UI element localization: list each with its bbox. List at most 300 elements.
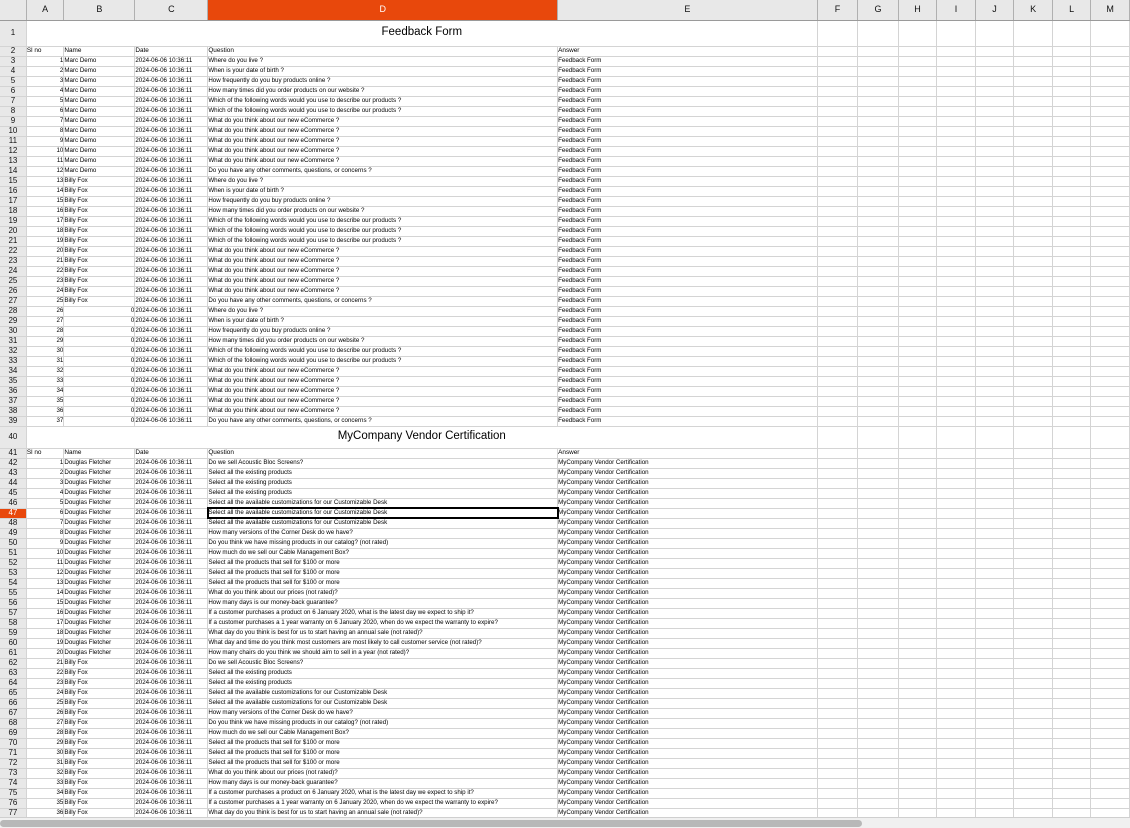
cell-empty[interactable]: [1052, 628, 1091, 638]
cell-date[interactable]: 2024-06-06 10:36:11: [135, 346, 208, 356]
cell-empty[interactable]: [858, 296, 899, 306]
cell-question[interactable]: Select all the products that sell for $100 or more: [208, 748, 558, 758]
cell-empty[interactable]: [975, 578, 1014, 588]
cell-date[interactable]: 2024-06-06 10:36:11: [135, 386, 208, 396]
cell-sl-no[interactable]: 4: [26, 86, 64, 96]
cell-date[interactable]: 2024-06-06 10:36:11: [135, 658, 208, 668]
cell-empty[interactable]: [817, 126, 858, 136]
cell-question[interactable]: How many versions of the Corner Desk do we have?: [208, 528, 558, 538]
row-header-63[interactable]: 63: [0, 668, 26, 678]
cell-empty[interactable]: [1052, 146, 1091, 156]
cell-empty[interactable]: [975, 326, 1014, 336]
cell-date[interactable]: 2024-06-06 10:36:11: [135, 136, 208, 146]
cell-empty[interactable]: [898, 798, 937, 808]
cell-question[interactable]: Where do you live ?: [208, 176, 558, 186]
cell-date[interactable]: 2024-06-06 10:36:11: [135, 778, 208, 788]
cell-question[interactable]: How many times did you order products on our website ?: [208, 336, 558, 346]
cell-date[interactable]: 2024-06-06 10:36:11: [135, 498, 208, 508]
cell-empty[interactable]: [1052, 386, 1091, 396]
cell-empty[interactable]: [937, 246, 976, 256]
cell-empty[interactable]: [1052, 568, 1091, 578]
cell-empty[interactable]: [817, 156, 858, 166]
row-header-57[interactable]: 57: [0, 608, 26, 618]
cell-answer[interactable]: MyCompany Vendor Certification: [558, 538, 818, 548]
cell-name[interactable]: Billy Fox: [64, 236, 135, 246]
cell-name[interactable]: Marc Demo: [64, 96, 135, 106]
cell-empty[interactable]: [1091, 788, 1130, 798]
cell-answer[interactable]: Feedback Form: [558, 386, 818, 396]
cell-answer[interactable]: Feedback Form: [558, 396, 818, 406]
cell-answer[interactable]: Feedback Form: [558, 316, 818, 326]
cell-name[interactable]: 0: [64, 336, 135, 346]
cell-empty[interactable]: [1014, 778, 1053, 788]
cell-empty[interactable]: [817, 86, 858, 96]
cell-name[interactable]: Billy Fox: [64, 176, 135, 186]
cell-empty[interactable]: [898, 156, 937, 166]
cell-sl-no[interactable]: 28: [26, 326, 64, 336]
cell-empty[interactable]: [898, 528, 937, 538]
cell-empty[interactable]: [1091, 638, 1130, 648]
cell-answer[interactable]: MyCompany Vendor Certification: [558, 588, 818, 598]
cell-empty[interactable]: [898, 688, 937, 698]
cell-empty[interactable]: [1091, 196, 1130, 206]
cell-empty[interactable]: [1052, 748, 1091, 758]
cell-empty[interactable]: [1014, 126, 1053, 136]
cell-empty[interactable]: [858, 518, 899, 528]
cell-sl-no[interactable]: 25: [26, 296, 64, 306]
cell-empty[interactable]: [975, 658, 1014, 668]
cell-sl-no[interactable]: 12: [26, 166, 64, 176]
cell-name[interactable]: Douglas Fletcher: [64, 498, 135, 508]
cell-empty[interactable]: [1052, 226, 1091, 236]
cell-empty[interactable]: [858, 638, 899, 648]
cell-empty[interactable]: [898, 126, 937, 136]
cell-empty[interactable]: [937, 508, 976, 518]
cell-empty[interactable]: [1014, 166, 1053, 176]
cell-empty[interactable]: [937, 708, 976, 718]
cell-empty[interactable]: [858, 20, 899, 46]
cell-empty[interactable]: [858, 578, 899, 588]
cell-name[interactable]: 0: [64, 366, 135, 376]
cell-empty[interactable]: [1014, 708, 1053, 718]
row-header-39[interactable]: 39: [0, 416, 26, 426]
cell-empty[interactable]: [975, 778, 1014, 788]
cell-empty[interactable]: [817, 426, 858, 448]
cell-date[interactable]: 2024-06-06 10:36:11: [135, 266, 208, 276]
cell-answer[interactable]: MyCompany Vendor Certification: [558, 748, 818, 758]
cell-empty[interactable]: [1052, 758, 1091, 768]
cell-empty[interactable]: [1052, 798, 1091, 808]
cell-empty[interactable]: [817, 306, 858, 316]
cell-empty[interactable]: [1014, 628, 1053, 638]
cell-empty[interactable]: [1091, 236, 1130, 246]
cell-sl-no[interactable]: 9: [26, 136, 64, 146]
cell-empty[interactable]: [975, 316, 1014, 326]
cell-question[interactable]: How many days is our money-back guarantee?: [208, 598, 558, 608]
cell-empty[interactable]: [937, 326, 976, 336]
cell-empty[interactable]: [975, 246, 1014, 256]
row-header-26[interactable]: 26: [0, 286, 26, 296]
cell-empty[interactable]: [975, 448, 1014, 458]
cell-name[interactable]: Billy Fox: [64, 246, 135, 256]
cell-question[interactable]: How many times did you order products on our website ?: [208, 86, 558, 96]
cell-answer[interactable]: Feedback Form: [558, 346, 818, 356]
cell-answer[interactable]: MyCompany Vendor Certification: [558, 568, 818, 578]
cell-name[interactable]: Douglas Fletcher: [64, 598, 135, 608]
cell-answer[interactable]: Feedback Form: [558, 56, 818, 66]
cell-empty[interactable]: [1052, 728, 1091, 738]
cell-empty[interactable]: [937, 366, 976, 376]
cell-empty[interactable]: [858, 778, 899, 788]
cell-question[interactable]: Select all the products that sell for $100 or more: [208, 558, 558, 568]
cell-empty[interactable]: [975, 718, 1014, 728]
cell-empty[interactable]: [937, 76, 976, 86]
cell-empty[interactable]: [975, 788, 1014, 798]
cell-empty[interactable]: [898, 256, 937, 266]
row-header-59[interactable]: 59: [0, 628, 26, 638]
cell-empty[interactable]: [898, 176, 937, 186]
cell-date[interactable]: 2024-06-06 10:36:11: [135, 738, 208, 748]
cell-name[interactable]: Marc Demo: [64, 76, 135, 86]
cell-empty[interactable]: [817, 588, 858, 598]
cell-name[interactable]: Douglas Fletcher: [64, 588, 135, 598]
cell-answer[interactable]: Feedback Form: [558, 176, 818, 186]
cell-empty[interactable]: [817, 116, 858, 126]
row-header-4[interactable]: 4: [0, 66, 26, 76]
cell-empty[interactable]: [898, 668, 937, 678]
cell-date[interactable]: 2024-06-06 10:36:11: [135, 176, 208, 186]
column-header-l[interactable]: L: [1052, 0, 1091, 20]
cell-empty[interactable]: [1014, 518, 1053, 528]
cell-empty[interactable]: [937, 458, 976, 468]
cell-empty[interactable]: [1052, 206, 1091, 216]
cell-empty[interactable]: [1014, 748, 1053, 758]
cell-empty[interactable]: [975, 748, 1014, 758]
cell-question[interactable]: If a customer purchases a 1 year warranty on 6 January 2020, when do we expect the warranty to expire?: [208, 618, 558, 628]
cell-empty[interactable]: [817, 256, 858, 266]
cell-name[interactable]: Billy Fox: [64, 296, 135, 306]
cell-question[interactable]: What do you think about our new eCommerce ?: [208, 376, 558, 386]
cell-empty[interactable]: [1014, 236, 1053, 246]
cell-empty[interactable]: [817, 698, 858, 708]
cell-empty[interactable]: [858, 206, 899, 216]
column-header-b[interactable]: B: [64, 0, 135, 20]
cell-date[interactable]: 2024-06-06 10:36:11: [135, 306, 208, 316]
cell-empty[interactable]: [858, 146, 899, 156]
cell-empty[interactable]: [975, 216, 1014, 226]
cell-name[interactable]: Douglas Fletcher: [64, 558, 135, 568]
cell-answer[interactable]: Feedback Form: [558, 136, 818, 146]
cell-empty[interactable]: [937, 206, 976, 216]
cell-empty[interactable]: [858, 366, 899, 376]
cell-empty[interactable]: [937, 548, 976, 558]
cell-question[interactable]: How frequently do you buy products online ?: [208, 76, 558, 86]
cell-empty[interactable]: [898, 548, 937, 558]
cell-date[interactable]: 2024-06-06 10:36:11: [135, 588, 208, 598]
cell-empty[interactable]: [1052, 336, 1091, 346]
cell-empty[interactable]: [937, 196, 976, 206]
cell-empty[interactable]: [817, 316, 858, 326]
cell-answer[interactable]: MyCompany Vendor Certification: [558, 558, 818, 568]
cell-question[interactable]: Select all the available customizations for our Customizable Desk: [208, 698, 558, 708]
cell-sl-no[interactable]: 11: [26, 558, 64, 568]
cell-empty[interactable]: [898, 66, 937, 76]
cell-empty[interactable]: [817, 538, 858, 548]
cell-empty[interactable]: [1014, 66, 1053, 76]
cell-sl-no[interactable]: 36: [26, 808, 64, 818]
column-header-h[interactable]: H: [898, 0, 937, 20]
cell-empty[interactable]: [1014, 728, 1053, 738]
cell-empty[interactable]: [1052, 20, 1091, 46]
cell-empty[interactable]: [1091, 216, 1130, 226]
cell-empty[interactable]: [858, 688, 899, 698]
cell-question[interactable]: How many chairs do you think we should aim to sell in a year (not rated)?: [208, 648, 558, 658]
cell-name[interactable]: 0: [64, 316, 135, 326]
cell-empty[interactable]: [1091, 548, 1130, 558]
cell-empty[interactable]: [858, 266, 899, 276]
cell-empty[interactable]: [858, 678, 899, 688]
row-header-17[interactable]: 17: [0, 196, 26, 206]
cell-empty[interactable]: [975, 146, 1014, 156]
cell-empty[interactable]: [858, 598, 899, 608]
cell-empty[interactable]: [937, 406, 976, 416]
cell-empty[interactable]: [817, 528, 858, 538]
cell-empty[interactable]: [1091, 46, 1130, 56]
cell-empty[interactable]: [1091, 296, 1130, 306]
cell-empty[interactable]: [937, 778, 976, 788]
row-header-43[interactable]: 43: [0, 468, 26, 478]
cell-question[interactable]: Select all the products that sell for $100 or more: [208, 578, 558, 588]
row-header-33[interactable]: 33: [0, 356, 26, 366]
cell-empty[interactable]: [817, 738, 858, 748]
cell-date[interactable]: 2024-06-06 10:36:11: [135, 638, 208, 648]
cell-empty[interactable]: [817, 196, 858, 206]
cell-answer[interactable]: Feedback Form: [558, 126, 818, 136]
cell-empty[interactable]: [898, 488, 937, 498]
cell-empty[interactable]: [1052, 488, 1091, 498]
cell-question[interactable]: Select all the existing products: [208, 488, 558, 498]
cell-empty[interactable]: [858, 216, 899, 226]
cell-empty[interactable]: [1091, 558, 1130, 568]
cell-empty[interactable]: [975, 588, 1014, 598]
cell-empty[interactable]: [1091, 106, 1130, 116]
row-header-72[interactable]: 72: [0, 758, 26, 768]
column-header-j[interactable]: J: [975, 0, 1014, 20]
cell-empty[interactable]: [1091, 768, 1130, 778]
cell-sl-no[interactable]: 8: [26, 528, 64, 538]
cell-empty[interactable]: [1052, 508, 1091, 518]
cell-name[interactable]: Marc Demo: [64, 156, 135, 166]
cell-empty[interactable]: [1052, 276, 1091, 286]
cell-empty[interactable]: [937, 658, 976, 668]
cell-empty[interactable]: [898, 406, 937, 416]
cell-empty[interactable]: [858, 668, 899, 678]
cell-empty[interactable]: [1014, 548, 1053, 558]
cell-empty[interactable]: [1014, 226, 1053, 236]
cell-empty[interactable]: [898, 396, 937, 406]
cell-empty[interactable]: [817, 628, 858, 638]
cell-empty[interactable]: [1014, 448, 1053, 458]
cell-date[interactable]: 2024-06-06 10:36:11: [135, 468, 208, 478]
cell-empty[interactable]: [817, 558, 858, 568]
cell-empty[interactable]: [937, 648, 976, 658]
cell-empty[interactable]: [1091, 176, 1130, 186]
cell-date[interactable]: 2024-06-06 10:36:11: [135, 216, 208, 226]
row-header-22[interactable]: 22: [0, 246, 26, 256]
cell-empty[interactable]: [898, 196, 937, 206]
cell-empty[interactable]: [817, 76, 858, 86]
cell-empty[interactable]: [858, 276, 899, 286]
row-header-20[interactable]: 20: [0, 226, 26, 236]
cell-empty[interactable]: [858, 488, 899, 498]
cell-empty[interactable]: [1091, 416, 1130, 426]
cell-answer[interactable]: MyCompany Vendor Certification: [558, 548, 818, 558]
cell-question[interactable]: Do you think we have missing products in our catalog? (not rated): [208, 538, 558, 548]
cell-empty[interactable]: [1052, 448, 1091, 458]
cell-empty[interactable]: [1052, 306, 1091, 316]
cell-empty[interactable]: [975, 708, 1014, 718]
row-header-13[interactable]: 13: [0, 156, 26, 166]
cell-empty[interactable]: [817, 216, 858, 226]
cell-empty[interactable]: [1091, 498, 1130, 508]
cell-sl-no[interactable]: 17: [26, 216, 64, 226]
cell-empty[interactable]: [898, 578, 937, 588]
cell-empty[interactable]: [1014, 598, 1053, 608]
cell-question[interactable]: Which of the following words would you use to describe our products ?: [208, 216, 558, 226]
cell-empty[interactable]: [937, 598, 976, 608]
cell-empty[interactable]: [937, 718, 976, 728]
cell-empty[interactable]: [858, 628, 899, 638]
cell-empty[interactable]: [975, 488, 1014, 498]
cell-answer[interactable]: MyCompany Vendor Certification: [558, 658, 818, 668]
cell-question[interactable]: What do you think about our new eCommerce ?: [208, 266, 558, 276]
cell-empty[interactable]: [898, 116, 937, 126]
cell-empty[interactable]: [1091, 386, 1130, 396]
cell-empty[interactable]: [975, 236, 1014, 246]
cell-empty[interactable]: [1014, 416, 1053, 426]
cell-empty[interactable]: [1091, 116, 1130, 126]
cell-date[interactable]: 2024-06-06 10:36:11: [135, 366, 208, 376]
cell-sl-no[interactable]: 5: [26, 498, 64, 508]
row-header-37[interactable]: 37: [0, 396, 26, 406]
cell-sl-no[interactable]: 15: [26, 598, 64, 608]
cell-date[interactable]: 2024-06-06 10:36:11: [135, 548, 208, 558]
cell-empty[interactable]: [1014, 668, 1053, 678]
row-header-52[interactable]: 52: [0, 558, 26, 568]
cell-name[interactable]: Douglas Fletcher: [64, 488, 135, 498]
cell-empty[interactable]: [1052, 116, 1091, 126]
cell-empty[interactable]: [1014, 276, 1053, 286]
cell-empty[interactable]: [1091, 286, 1130, 296]
cell-answer[interactable]: MyCompany Vendor Certification: [558, 638, 818, 648]
row-header-67[interactable]: 67: [0, 708, 26, 718]
cell-empty[interactable]: [898, 366, 937, 376]
cell-name[interactable]: 0: [64, 396, 135, 406]
cell-empty[interactable]: [975, 618, 1014, 628]
cell-empty[interactable]: [975, 608, 1014, 618]
cell-empty[interactable]: [937, 668, 976, 678]
cell-sl-no[interactable]: 28: [26, 728, 64, 738]
cell-empty[interactable]: [1014, 498, 1053, 508]
cell-empty[interactable]: [817, 468, 858, 478]
cell-empty[interactable]: [817, 136, 858, 146]
cell-empty[interactable]: [1091, 206, 1130, 216]
cell-empty[interactable]: [937, 578, 976, 588]
row-header-76[interactable]: 76: [0, 798, 26, 808]
cell-name[interactable]: Billy Fox: [64, 266, 135, 276]
cell-empty[interactable]: [1014, 46, 1053, 56]
cell-empty[interactable]: [898, 376, 937, 386]
cell-answer[interactable]: MyCompany Vendor Certification: [558, 788, 818, 798]
cell-empty[interactable]: [858, 498, 899, 508]
cell-empty[interactable]: [937, 386, 976, 396]
cell-empty[interactable]: [817, 798, 858, 808]
cell-sl-no[interactable]: 31: [26, 758, 64, 768]
row-header-47[interactable]: 47: [0, 508, 26, 518]
cell-empty[interactable]: [1052, 186, 1091, 196]
cell-sl-no[interactable]: 20: [26, 648, 64, 658]
cell-name[interactable]: Billy Fox: [64, 286, 135, 296]
cell-sl-no[interactable]: 17: [26, 618, 64, 628]
cell-empty[interactable]: [858, 386, 899, 396]
cell-empty[interactable]: [1091, 326, 1130, 336]
cell-empty[interactable]: [1091, 376, 1130, 386]
cell-empty[interactable]: [858, 608, 899, 618]
cell-empty[interactable]: [937, 608, 976, 618]
cell-empty[interactable]: [1052, 738, 1091, 748]
cell-empty[interactable]: [1091, 186, 1130, 196]
cell-empty[interactable]: [817, 788, 858, 798]
cell-answer[interactable]: MyCompany Vendor Certification: [558, 478, 818, 488]
cell-empty[interactable]: [817, 236, 858, 246]
cell-name[interactable]: Billy Fox: [64, 256, 135, 266]
cell-empty[interactable]: [975, 426, 1014, 448]
cell-empty[interactable]: [817, 518, 858, 528]
cell-empty[interactable]: [937, 336, 976, 346]
cell-sl-no[interactable]: 33: [26, 778, 64, 788]
cell-answer[interactable]: MyCompany Vendor Certification: [558, 628, 818, 638]
cell-empty[interactable]: [1014, 508, 1053, 518]
cell-date[interactable]: 2024-06-06 10:36:11: [135, 668, 208, 678]
cell-question[interactable]: What do you think about our prices (not rated)?: [208, 588, 558, 598]
cell-empty[interactable]: [858, 396, 899, 406]
cell-answer[interactable]: Feedback Form: [558, 186, 818, 196]
cell-empty[interactable]: [858, 768, 899, 778]
cell-answer[interactable]: Feedback Form: [558, 246, 818, 256]
cell-empty[interactable]: [975, 728, 1014, 738]
cell-date[interactable]: 2024-06-06 10:36:11: [135, 276, 208, 286]
cell-empty[interactable]: [817, 728, 858, 738]
cell-question[interactable]: If a customer purchases a 1 year warranty on 6 January 2020, when do we expect the warranty to expire?: [208, 798, 558, 808]
cell-empty[interactable]: [817, 568, 858, 578]
cell-empty[interactable]: [898, 458, 937, 468]
cell-sl-no[interactable]: 2: [26, 66, 64, 76]
cell-empty[interactable]: [817, 366, 858, 376]
cell-empty[interactable]: [898, 498, 937, 508]
cell-sl-no[interactable]: 22: [26, 266, 64, 276]
cell-sl-no[interactable]: 30: [26, 748, 64, 758]
cell-empty[interactable]: [817, 748, 858, 758]
cell-empty[interactable]: [937, 426, 976, 448]
cell-question[interactable]: What do you think about our new eCommerce ?: [208, 246, 558, 256]
cell-empty[interactable]: [1014, 116, 1053, 126]
cell-date[interactable]: 2024-06-06 10:36:11: [135, 578, 208, 588]
cell-empty[interactable]: [975, 346, 1014, 356]
cell-empty[interactable]: [1014, 206, 1053, 216]
cell-empty[interactable]: [937, 256, 976, 266]
cell-date[interactable]: 2024-06-06 10:36:11: [135, 718, 208, 728]
cell-question[interactable]: What do you think about our new eCommerce ?: [208, 146, 558, 156]
